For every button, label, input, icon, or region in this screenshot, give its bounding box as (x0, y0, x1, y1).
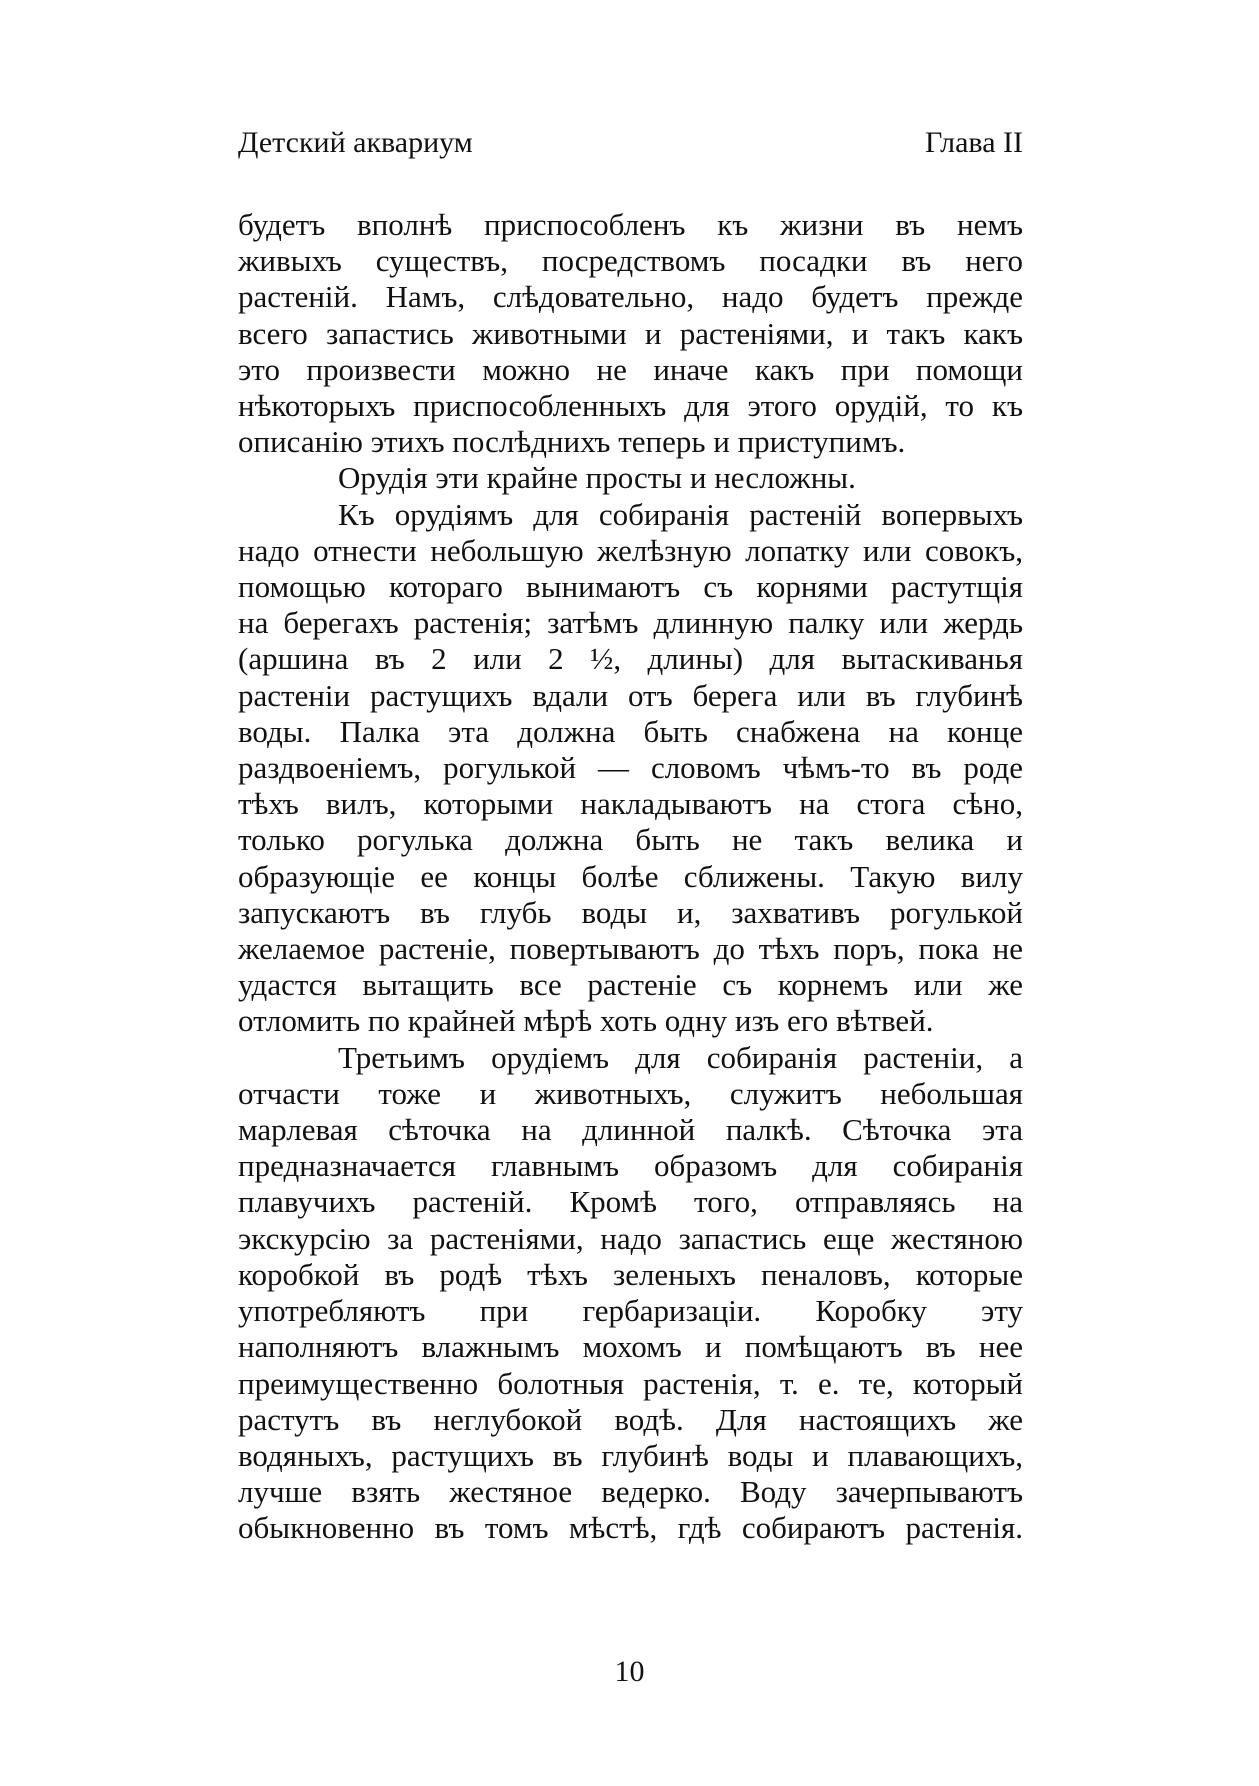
text-line: лучше взять жестяное ведерко. Воду зачерпываютъ (238, 1474, 1023, 1510)
text-line: экскурсію за растеніями, надо запастись еще жестяною (238, 1220, 1023, 1256)
text-line: Къ орудіямъ для собиранія растеній вопервыхъ (338, 496, 1023, 532)
text-line: раздвоеніемъ, рогулькой — словомъ чѣмъ-то въ роде (238, 750, 1023, 786)
text-line: только рогулька должна быть не такъ велика и (238, 822, 1023, 858)
text-line: растутъ въ неглубокой водѣ. Для настоящихъ же (238, 1401, 1023, 1437)
body-text (238, 207, 1023, 1547)
text-line: описанію этихъ послѣднихъ теперь и приступимъ. (238, 424, 906, 460)
text-line: воды. Палка эта должна быть снабжена на конце (238, 713, 1023, 749)
text-line: Третьимъ орудіемъ для собиранія растеніи, а (338, 1039, 1023, 1075)
text-line: отчасти тоже и животныхъ, служитъ небольшая (238, 1075, 1023, 1111)
text-line: (аршина въ 2 или 2 ½, длины) для вытаскиванья (238, 641, 1023, 677)
text-line: растеніи растущихъ вдали отъ берега или въ глубинѣ (238, 677, 1023, 713)
text-line: обыкновенно въ томъ мѣстѣ, гдѣ собираютъ растенія. (238, 1510, 1023, 1546)
text-line: помощью котораго вынимаютъ съ корнями растутщія (238, 569, 1023, 605)
text-line: плавучихъ растеній. Кромѣ того, отправляясь на (238, 1184, 1023, 1220)
text-line: марлевая сѣточка на длинной палкѣ. Сѣточка эта (238, 1112, 1023, 1148)
chapter-label: Глава II (925, 126, 1023, 159)
text-line: водяныхъ, растущихъ въ глубинѣ воды и плавающихъ, (238, 1437, 1023, 1473)
text-line: нѣкоторыхъ приспособленныхъ для этого орудій, то къ (238, 388, 1023, 424)
text-line: растеній. Намъ, слѣдовательно, надо будетъ прежде (238, 279, 1023, 315)
text-line: отломить по крайней мѣрѣ хоть одну изъ его вѣтвей. (238, 1003, 934, 1039)
text-line: запускаютъ въ глубь воды и, захвативъ рогулькой (238, 894, 1023, 930)
text-line: на берегахъ растенія; затѣмъ длинную палку или жердь (238, 605, 1023, 641)
text-line: будетъ вполнѣ приспособленъ къ жизни въ немъ (238, 207, 1023, 242)
text-line: удастся вытащить все растеніе съ корнемъ или же (238, 967, 1023, 1003)
text-line: всего запастись животными и растеніями, и такъ какъ (238, 315, 1023, 351)
text-line: надо отнести небольшую желѣзную лопатку или совокъ, (238, 532, 1023, 568)
text-line: желаемое растеніе, повертываютъ до тѣхъ поръ, пока не (238, 931, 1023, 967)
text-line: это произвести можно не иначе какъ при помощи (238, 351, 1023, 387)
text-line: Орудія эти крайне просты и несложны. (338, 460, 856, 496)
text-line: коробкой въ родѣ тѣхъ зеленыхъ пеналовъ, которые (238, 1256, 1023, 1292)
text-line: предназначается главнымъ образомъ для собиранія (238, 1148, 1023, 1184)
text-line: живыхъ существъ, посредствомъ посадки въ него (238, 243, 1023, 279)
book-title: Детский аквариум (238, 126, 473, 159)
running-head (238, 123, 1023, 163)
text-line: тѣхъ вилъ, которыми накладываютъ на стога сѣно, (238, 786, 1023, 822)
text-line: преимущественно болотныя растенія, т. е. те, который (238, 1365, 1023, 1401)
text-line: наполняютъ влажнымъ мохомъ и помѣщаютъ въ нее (238, 1329, 1023, 1365)
text-line: употребляютъ при гербаризаціи. Коробку эту (238, 1293, 1023, 1329)
page-number: 10 (614, 1655, 645, 1688)
text-line: образующіе ее концы болѣе сближены. Такую вилу (238, 858, 1023, 894)
